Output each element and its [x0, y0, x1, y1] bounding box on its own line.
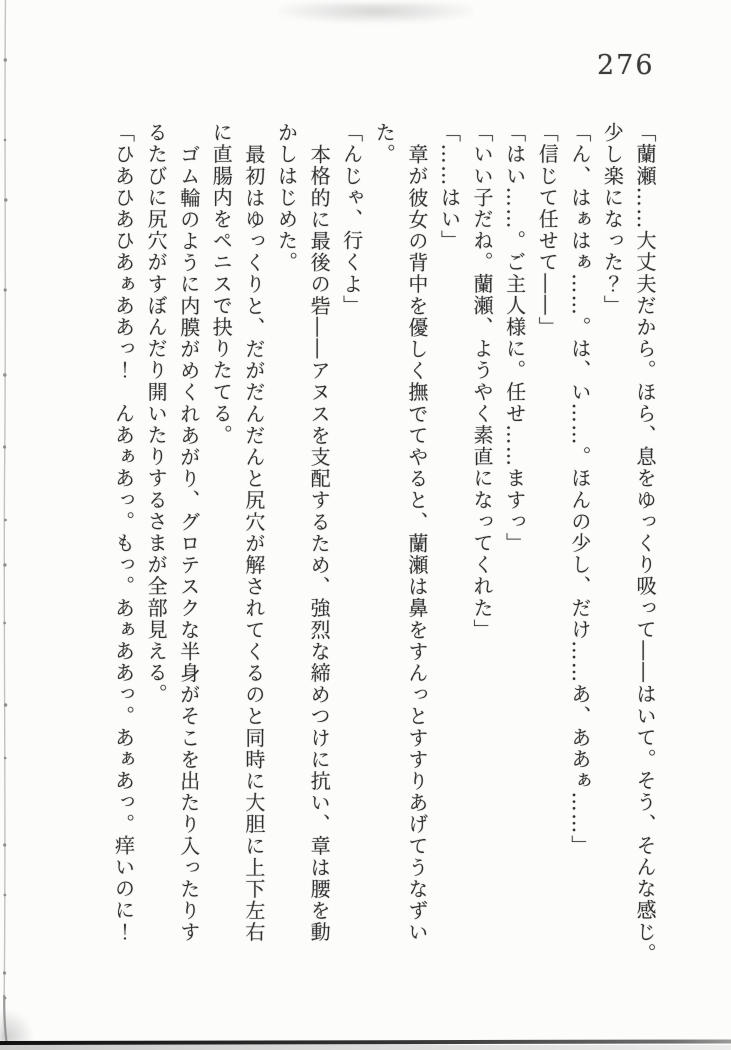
text-column: 本格的に最後の砦――アヌスを支配するため、強烈な締めつけに抗い、章は腰を動 — [307, 143, 332, 943]
text-column: かしはじめた。 — [274, 122, 299, 274]
text-column: 章が彼女の背中を優しく撫でてやると、蘭瀬は鼻をすんっとすすりあげてうなずい — [404, 143, 429, 943]
corner-scan-smudge-artifact — [0, 1008, 34, 1042]
text-column: 「んじゃ、行くよ」 — [339, 122, 364, 317]
text-column: 「ひあひあひあぁああっ！ んあぁあっ。もっ。あぁああっ。あぁあっ。痒いのに！ — [111, 122, 136, 943]
text-column: 「……はい」 — [437, 122, 462, 252]
bottom-edge-artifact — [0, 1041, 731, 1050]
text-column: に直腸内をペニスで抉りたてる。 — [209, 122, 234, 446]
text-column: 「信じて任せて――」 — [535, 122, 560, 338]
top-scan-smudge-artifact — [278, 3, 473, 23]
page-number: 276 — [597, 50, 655, 81]
text-column: 「いい子だね。蘭瀬、ようやく素直になってくれた」 — [470, 122, 495, 641]
text-column: 「はい……。ご主人様に。任せ……ますっ」 — [502, 122, 527, 554]
text-column: 少し楽になった？」 — [600, 122, 625, 317]
text-column: 「蘭瀬……大丈夫だから。ほら、息をゆっくり吸って――はいて。そう、そんな感じ。 — [633, 122, 657, 965]
text-column: ゴム輪のように内膜がめくれあがり、グロテスクな半身がそこを出たり入ったりす — [176, 143, 201, 943]
vertical-text-block — [107, 122, 661, 974]
text-column: るたびに尻穴がすぼんだり開いたりするさまが全部見える。 — [144, 122, 169, 706]
bottom-gray-band — [0, 1045, 731, 1050]
text-column: た。 — [372, 122, 397, 166]
text-column: 「ん、はぁはぁ……。は、い……。ほんの少し、だけ……あ、ああぁ……」 — [567, 122, 592, 857]
text-column: 最初はゆっくりと、だがだんだんと尻穴が解されてくるのと同時に大胆に上下左右 — [241, 143, 266, 943]
binding-edge-artifact — [0, 0, 16, 1050]
